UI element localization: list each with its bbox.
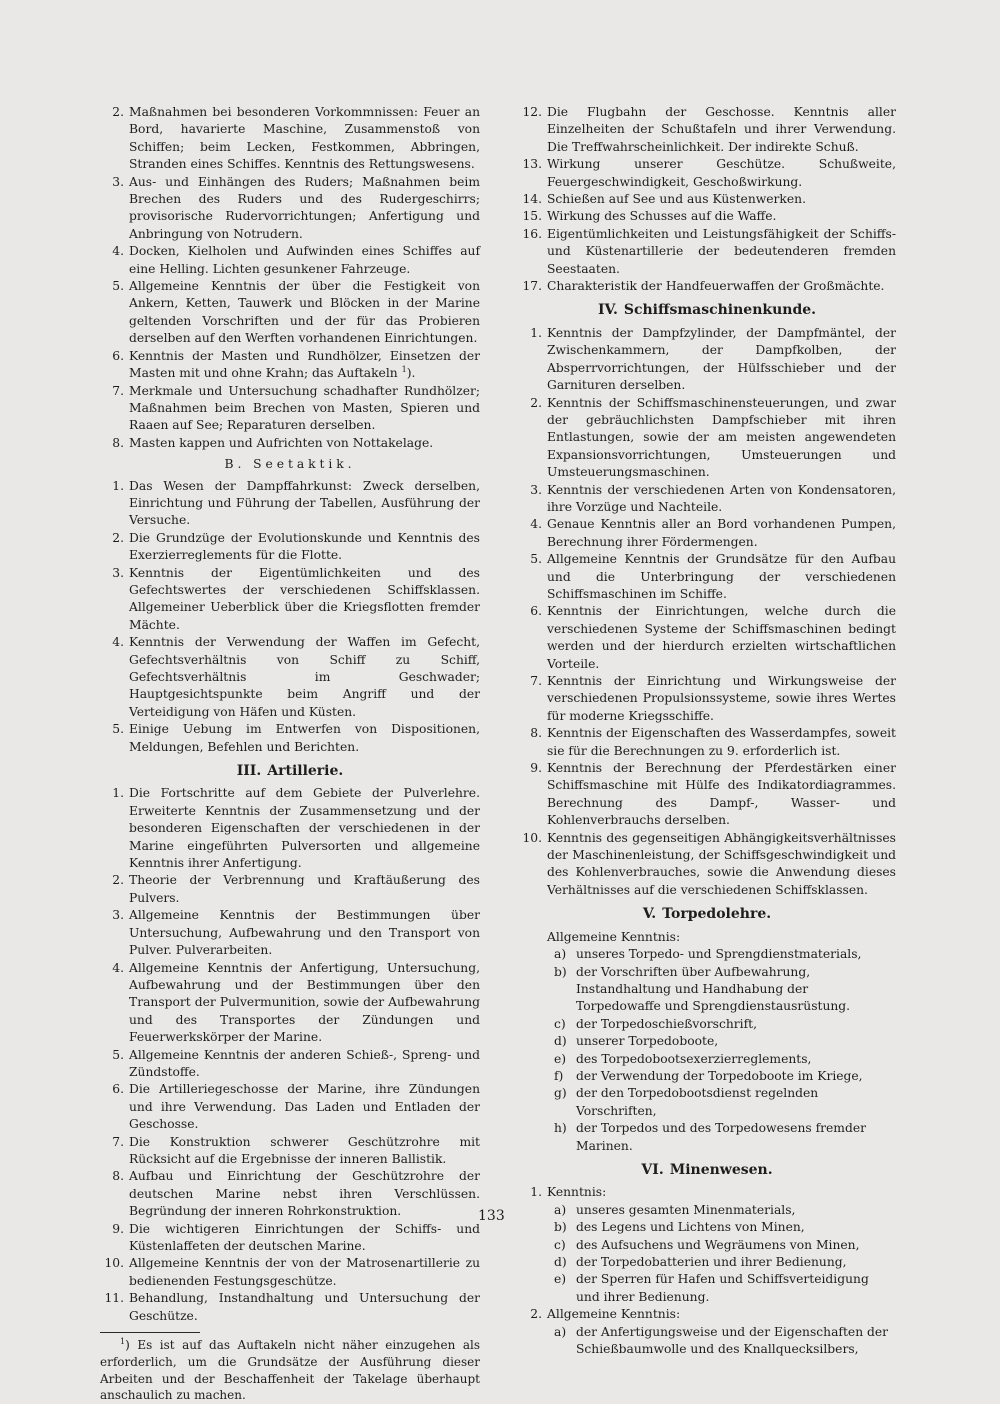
list-item: 2. Maßnahmen bei besonderen Vorkommnissen: Feuer an Bord, havarierte Maschine, Zusammenstoß von Schiffen; beim Lecken, Festkommen, Abbringen, Stranden eines Schiffes. Kenntnis des Rettungswesens. [112,105,480,172]
list-item: 4. Allgemeine Kenntnis der Anfertigung, Untersuchung, Aufbewahrung und der Bestimmungen über den Transport der Pulvermunition, sowie der Aufbewahrung und des Transportes der Zündungen und Feuerwerkskörper der Marine. [112,960,480,1045]
item-text: Kenntnis der Masten und Rundhölzer, Einsetzen der Masten mit und ohne Krahn; das Auftakeln [129,348,480,381]
section-heading-torpedolehre [518,906,896,923]
sub-item: b) der Vorschriften über Aufbewahrung, Instandhaltung und Handhabung der Torpedowaffe und Sprengdienstausrüstung. [554,964,851,1014]
sub-item: e) der Sperren für Hafen und Schiffsverteidigung und ihrer Bedienung. [554,1272,869,1304]
item-text: Kenntnis der Berechnung der Pferdestärken einer Schiffsmaschine mit Hülfe des Indikatordiagrammes. Berechnung des Dampf-, Wasser- und Kohlenverbrauchs derselben. [547,761,896,828]
item-text: Merkmale und Untersuchung schadhafter Rundhölzer; Maßnahmen beim Brechen von Masten, Spieren und Raaen auf See; Reparaturen derselben. [129,383,480,433]
list-item: 12. Die Flugbahn der Geschosse. Kenntnis aller Einzelheiten der Schußtafeln und ihrer Verwendung. Die Treffwahrscheinlichkeit. Der indirekte Schuß. [522,105,896,154]
section-number: V. [642,906,657,923]
item-text: Allgemeine Kenntnis der Anfertigung, Untersuchung, Aufbewahrung und der Bestimmungen über den Transport der Pulvermunition, sowie der Aufbewahrung und des Transportes der Zündungen und Feuerwerkskörper der Marine. [129,960,480,1045]
list-item: 8. Masten kappen und Aufrichten von Nottakelage. [112,435,434,450]
list-item: 3. Kenntnis der Eigentümlichkeiten und des Gefechtswertes der verschiedenen Schiffsklassen. Allgemeiner Ueberblick über die Kriegsflotten fremder Mächte. [112,565,480,632]
list-item: 7. Kenntnis der Einrichtung und Wirkungsweise der verschiedenen Propulsionssysteme, sowie ihres Wertes für moderne Kriegsschiffe. [530,674,896,723]
list-item: 3. Kenntnis der verschiedenen Arten von Kondensatoren, ihre Vorzüge und Nachteile. [530,482,896,514]
list-item: 2. Kenntnis der Schiffsmaschinensteuerungen, und zwar der gebräuchlichsten Dampfschieber mit ihren Entlastungen, sowie der am meisten angewendeten Expansionsvorrichtungen, Umsteuerungen und Umsteuerungsmaschinen. [530,395,896,480]
footnote-divider [100,1332,200,1333]
section-heading-minenwesen [518,1162,896,1179]
list-item: 5. Einige Uebung im Entwerfen von Dispositionen, Meldungen, Befehlen und Berichten. [112,722,480,754]
list-item: 10. Allgemeine Kenntnis der von der Matrosenartillerie zu bedienenden Festungsgeschütze. [104,1256,480,1288]
sub-item: b) des Legens und Lichtens von Minen, [554,1220,805,1235]
item-text: Allgemeine Kenntnis der von der Matrosenartillerie zu bedienenden Festungsgeschütze. [129,1256,480,1288]
item-text: Theorie der Verbrennung und Kraftäußerung des Pulvers. [129,873,480,905]
item-text: Kenntnis der verschiedenen Arten von Kondensatoren, ihre Vorzüge und Nachteile. [547,482,896,514]
list-item: 14. Schießen auf See und aus Küstenwerken. [522,192,806,207]
sub-item: a) unseres Torpedo- und Sprengdienstmaterials, [554,947,862,962]
section-title: Torpedolehre. [662,906,772,923]
section-heading-schiffsmaschinenkunde [518,302,896,319]
item-text: Einige Uebung im Entwerfen von Dispositionen, Meldungen, Befehlen und Berichten. [129,722,480,754]
sub-item: c) der Torpedoschießvorschrift, [554,1016,757,1031]
item-text: Schießen auf See und aus Küstenwerken. [547,192,806,207]
item-text: Docken, Kielholen und Aufwinden eines Schiffes auf eine Helling. Lichten gesunkener Fahrzeuge. [129,244,480,276]
list-item: 9. Kenntnis der Berechnung der Pferdestärken einer Schiffsmaschine mit Hülfe des Indikatordiagrammes. Berechnung des Dampf-, Wasser- und Kohlenverbrauchs derselben. [530,761,896,828]
item-text: Genaue Kenntnis aller an Bord vorhandenen Pumpen, Berechnung ihrer Fördermengen. [547,517,896,549]
list-item: 6. Kenntnis der Einrichtungen, welche durch die verschiedenen Systeme der Schiffsmaschinen bedingt werden und der hierdurch erzielten wirtschaftlichen Vorteile. [530,604,896,671]
sub-item: c) des Aufsuchens und Wegräumens von Minen, [554,1237,860,1252]
item-text: Allgemeine Kenntnis der Grundsätze für den Aufbau und die Unterbringung der verschiedenen Schiffsmaschinen im Schiffe. [547,552,896,601]
item-text: Charakteristik der Handfeuerwaffen der Großmächte. [547,279,885,294]
list-item: 4. Docken, Kielholen und Aufwinden eines Schiffes auf eine Helling. Lichten gesunkener Fahrzeuge. [112,244,480,276]
list-item: 1. Das Wesen der Dampffahrkunst: Zweck derselben, Einrichtung und Führung der Tabellen, Ausführung der Versuche. [112,478,480,528]
page-number: 133 [478,1208,505,1224]
item-text: Aus- und Einhängen des Ruders; Maßnahmen beim Brechen des Ruders und des Rudergeschirrs; provisorische Rudervorrichtungen; Anfertigung und Anbringung von Notrudern. [129,174,480,241]
item-text: Kenntnis der Schiffsmaschinensteuerungen, und zwar der gebräuchlichsten Dampfschieber mit ihren Entlastungen, sowie der am meisten angewendeten Expansionsvorrichtungen, Umsteuerungen und Umsteuerungsmaschinen. [547,395,896,480]
section-title: Artillerie. [267,763,344,780]
minen-item-2: 2. Allgemeine Kenntnis: [530,1307,681,1322]
sub-item: e) des Torpedobootsexerzierreglements, [554,1051,812,1066]
section-title: Schiffsmaschinenkunde. [623,302,817,319]
minen-item-1: 1. Kenntnis: [530,1185,607,1200]
list-item: 2. Theorie der Verbrennung und Kraftäußerung des Pulvers. [112,873,480,905]
list-item: 5. Allgemeine Kenntnis der Grundsätze für den Aufbau und die Unterbringung der verschiedenen Schiffsmaschinen im Schiffe. [530,552,896,601]
item-text: Kenntnis der Eigentümlichkeiten und des Gefechtswertes der verschiedenen Schiffsklassen. Allgemeiner Ueberblick über die Kriegsflotten fremder Mächte. [129,565,480,632]
list-item: 5. Allgemeine Kenntnis der anderen Schieß-, Spreng- und Zündstoffe. [112,1047,480,1079]
item-text: Die Grundzüge der Evolutionskunde und Kenntnis des Exerzierreglements für die Flotte. [129,530,480,563]
item-text: Allgemeine Kenntnis der Bestimmungen über Untersuchung, Aufbewahrung und den Transport von Pulver. Pulverarbeiten. [129,908,480,958]
list-item: 5. Allgemeine Kenntnis der über die Festigkeit von Ankern, Ketten, Tauwerk und Blöcken in der Marine geltenden Vorschriften und der für das Probieren derselben auf den Werften vorhandenen Einrichtungen. [112,279,480,346]
list-item: 7. Die Konstruktion schwerer Geschützrohre mit Rücksicht auf die Ergebnisse der inneren Ballistik. [112,1134,480,1166]
item-text: Maßnahmen bei besonderen Vorkommnissen: Feuer an Bord, havarierte Maschine, Zusammenstoß von Schiffen; beim Lecken, Festkommen, Abbringen, Stranden eines Schiffes. Kenntnis des Rettungswesens. [129,105,480,172]
section-number: III. [236,763,262,780]
item-text: Kenntnis des gegenseitigen Abhängigkeitsverhältnisses der Maschinenleistung, der Schiffsgeschwindigkeit und des Kohlenverbrauches, sowie die Anwendung dieses Verhältnisses auf die verschiedenen Schiffsklassen. [547,830,896,897]
section-heading-seetaktik: B. Seetaktik. [224,457,356,472]
list-item: 1. Die Fortschritte auf dem Gebiete der Pulverlehre. Erweiterte Kenntnis der Zusammensetzung und der besonderen Eigenschaften der verschiedenen in der Marine eingeführten Pulversorten und allgemeine Kenntnis ihrer Anfertigung. [112,786,480,871]
list-item: 15. Wirkung des Schusses auf die Waffe. [522,209,777,224]
item-text: Wirkung unserer Geschütze. Schußweite, Feuergeschwindigkeit, Geschoßwirkung. [547,157,896,189]
item-text: Kenntnis der Eigenschaften des Wasserdampfes, soweit sie für die Berechnungen zu 9. erforderlich ist. [547,726,896,758]
list-item: 3. Aus- und Einhängen des Ruders; Maßnahmen beim Brechen des Ruders und des Rudergeschirrs; provisorische Rudervorrichtungen; Anfertigung und Anbringung von Notrudern. [112,174,480,241]
item-text: Die Flugbahn der Geschosse. Kenntnis aller Einzelheiten der Schußtafeln und ihrer Verwendung. Die Treffwahrscheinlichkeit. Der indirekte Schuß. [547,105,896,154]
list-item: 4. Kenntnis der Verwendung der Waffen im Gefecht, Gefechtsverhältnis von Schiff zu Schiff, Gefechtsverhältnis im Geschwader; Hauptgesichtspunkte beim Angriff und der Verteidigung von Häfen und Küsten. [112,635,480,719]
section-number: IV. [597,302,618,319]
list-item: 6. Die Artilleriegeschosse der Marine, ihre Zündungen und ihre Verwendung. Das Laden und Entladen der Geschosse. [112,1082,480,1132]
item-text: Masten kappen und Aufrichten von Nottakelage. [129,435,434,450]
section-number: VI. [641,1161,664,1178]
list-item: 2. Die Grundzüge der Evolutionskunde und Kenntnis des Exerzierreglements für die Flotte. [112,530,480,563]
footnote-marker: 1 [120,1337,126,1347]
section-title: Minenwesen. [669,1161,773,1178]
list-item: 8. Aufbau und Einrichtung der Geschützrohre der deutschen Marine nebst ihren Verschlüssen. Begründung der inneren Rohrkonstruktion. [112,1169,480,1219]
item-text: Allgemeine Kenntnis der anderen Schieß-, Spreng- und Zündstoffe. [129,1047,480,1079]
list-item: 4. Genaue Kenntnis aller an Bord vorhandenen Pumpen, Berechnung ihrer Fördermengen. [530,517,896,549]
item-text: Behandlung, Instandhaltung und Untersuchung der Geschütze. [129,1291,480,1323]
item-text: Kenntnis der Einrichtung und Wirkungsweise der verschiedenen Propulsionssysteme, sowie ihres Wertes für moderne Kriegsschiffe. [547,674,896,723]
footnote [100,1337,480,1404]
item-text: Kenntnis der Dampfzylinder, der Dampfmäntel, der Zwischenkammern, der Dampfkolben, der Absperrvorrichtungen, der Hülfsschieber und der Garnituren derselben. [547,325,896,393]
item-text: Die wichtigeren Einrichtungen der Schiffs- und Küstenlaffeten der deutschen Marine. [129,1221,480,1253]
sub-item: a) der Anfertigungsweise und der Eigenschaften der Schießbaumwolle und des Knallquecksilbers, [554,1324,889,1357]
list-item: 3. Allgemeine Kenntnis der Bestimmungen über Untersuchung, Aufbewahrung und den Transport von Pulver. Pulverarbeiten. [112,908,480,958]
torpedo-intro: Allgemeine Kenntnis: [547,929,681,944]
left-column [100,104,480,1404]
list-item: 1. Kenntnis der Dampfzylinder, der Dampfmäntel, der Zwischenkammern, der Dampfkolben, der Absperrvorrichtungen, der Hülfsschieber und der Garnituren derselben. [530,325,896,393]
list-item: 10. Kenntnis des gegenseitigen Abhängigkeitsverhältnisses der Maschinenleistung, der Schiffsgeschwindigkeit und des Kohlenverbrauches, sowie die Anwendung dieses Verhältnisses auf die verschiedenen Schiffsklassen. [522,830,896,897]
sub-item: g) der den Torpedobootsdienst regelnden Vorschriften, [554,1086,819,1118]
footnote-text: ) Es ist auf das Auftakeln nicht näher einzugehen als erforderlich, um die Grundsätze der Ausführung dieser Arbeiten und der Beschaffenheit der Takelage überhaupt anschaulich zu machen. [100,1338,480,1403]
list-item: 11. Behandlung, Instandhaltung und Untersuchung der Geschütze. [104,1291,480,1323]
item-text: Die Konstruktion schwerer Geschützrohre mit Rücksicht auf die Ergebnisse der inneren Ballistik. [129,1134,480,1166]
list-item: 8. Kenntnis der Eigenschaften des Wasserdampfes, soweit sie für die Berechnungen zu 9. erforderlich ist. [530,726,896,758]
item-text: Allgemeine Kenntnis der über die Festigkeit von Ankern, Ketten, Tauwerk und Blöcken in der Marine geltenden Vorschriften und der für das Probieren derselben auf den Werften vorhandenen Einrichtungen. [129,279,480,346]
section-heading-artillerie [100,763,480,780]
item-text: Kenntnis der Einrichtungen, welche durch die verschiedenen Systeme der Schiffsmaschinen bedingt werden und der hierdurch erzielten wirtschaftlichen Vorteile. [547,604,896,671]
sub-item: h) der Torpedos und des Torpedowesens fremder Marinen. [554,1121,866,1153]
list-item: 13. Wirkung unserer Geschütze. Schußweite, Feuergeschwindigkeit, Geschoßwirkung. [522,157,896,189]
sub-item: d) der Torpedobatterien und ihrer Bedienung, [554,1255,847,1269]
item-text: Aufbau und Einrichtung der Geschützrohre der deutschen Marine nebst ihren Verschlüssen. Begründung der inneren Rohrkonstruktion. [129,1169,480,1219]
item-text: Die Fortschritte auf dem Gebiete der Pulverlehre. Erweiterte Kenntnis der Zusammensetzung und der besonderen Eigenschaften der verschiedenen in der Marine eingeführten Pulversorten und allgemeine Kenntnis ihrer Anfertigung. [129,786,480,871]
sub-item: d) unserer Torpedoboote, [554,1034,719,1049]
item-text: Eigentümlichkeiten und Leistungsfähigkeit der Schiffs- und Küstenartillerie der bedeutenderen fremden Seestaaten. [547,226,896,276]
sub-item: a) unseres gesamten Minenmaterials, [554,1202,796,1217]
item-text: Das Wesen der Dampffahrkunst: Zweck derselben, Einrichtung und Führung der Tabellen, Ausführung der Versuche. [129,478,480,528]
item-text: Wirkung des Schusses auf die Waffe. [547,209,777,224]
item-text: Kenntnis der Verwendung der Waffen im Gefecht, Gefechtsverhältnis von Schiff zu Schiff, Gefechtsverhältnis im Geschwader; Hauptgesichtspunkte beim Angriff und der Verteidigung von Häfen und Küsten. [129,635,480,719]
list-item: 9. Die wichtigeren Einrichtungen der Schiffs- und Küstenlaffeten der deutschen Marine. [112,1221,480,1253]
list-item: 7. Merkmale und Untersuchung schadhafter Rundhölzer; Maßnahmen beim Brechen von Masten, Spieren und Raaen auf See; Reparaturen derselben. [112,383,480,433]
item-text: Die Artilleriegeschosse der Marine, ihre Zündungen und ihre Verwendung. Das Laden und Entladen der Geschosse. [129,1082,480,1132]
list-item: 16. Eigentümlichkeiten und Leistungsfähigkeit der Schiffs- und Küstenartillerie der bedeutenderen fremden Seestaaten. [522,226,896,276]
right-column [518,104,896,1358]
list-item: 6. Kenntnis der Masten und Rundhölzer, Einsetzen der Masten mit und ohne Krahn; das Auftakeln $^1$). [112,348,480,381]
list-item: 17. Charakteristik der Handfeuerwaffen der Großmächte. [522,279,885,294]
footnote-ref[interactable]: 1 [401,365,407,374]
sub-item: f) der Verwendung der Torpedoboote im Kriege, [554,1068,863,1083]
